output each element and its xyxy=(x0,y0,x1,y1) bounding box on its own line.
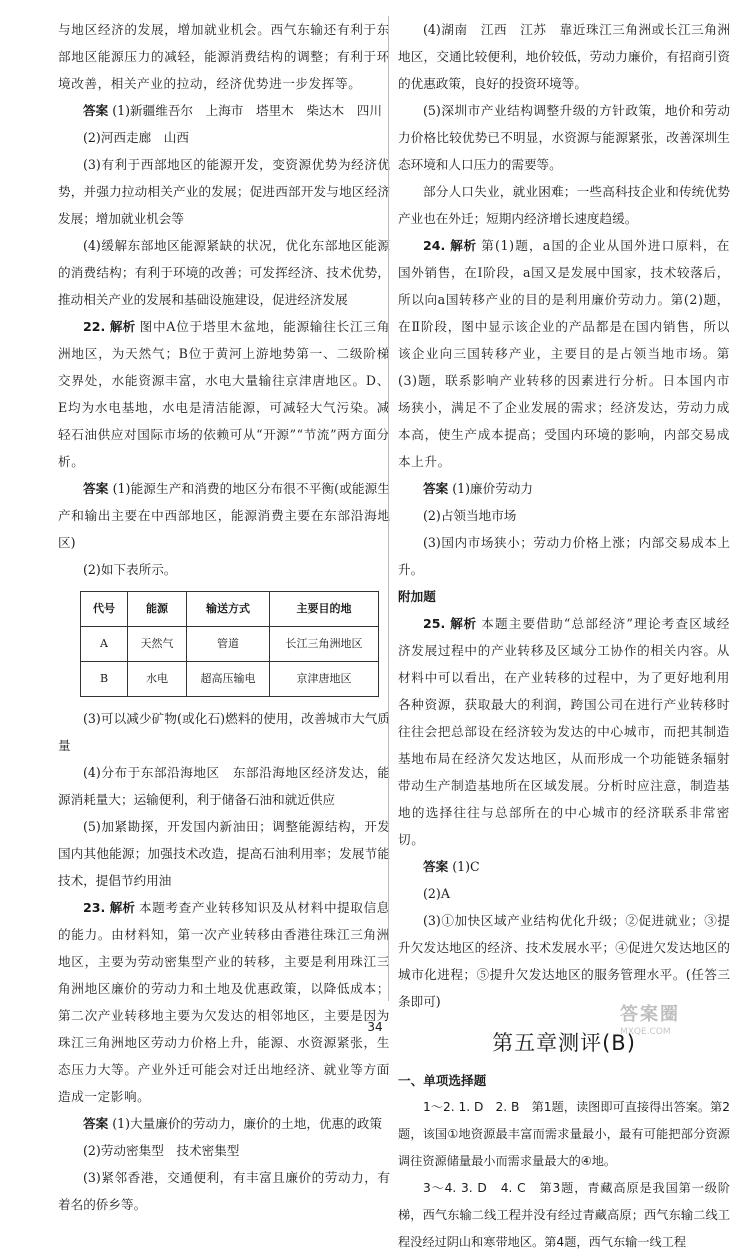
paragraph-continued: 与地区经济的发展，增加就业机会。西气东输还有利于东部地区能源压力的减轻，能源消费结构的调整；有利于环境改善，相关产业的拉动，经济优势进一步发挥等。 xyxy=(58,22,390,91)
analysis-25-text: 本题主要借助“总部经济”理论考查区域经济发展过程中的产业转移及区域分工协作的相关内容。从材料中可以看出，在产业转移的过程中，为了更好地利用各种资源，获取最大的利润，跨国公司在进行产业转移时往往会把总部设在经济较为发达的中心城市，而把其制造基地布局在经济欠发达地区，从而形成一个功能链条辐射带动生产制造基地所在区域发展。分析时应注意，制造基地的选择往往与总部所在的中心城市的经济联系非常密切。 xyxy=(398,616,730,847)
answer-23-6: 部分人口失业，就业困难；一些高科技企业和传统优势产业也在外迁；短期内经济增长速度趋缓。 xyxy=(398,184,730,226)
answer-21-2: (2)河西走廊 山西 xyxy=(83,130,189,145)
table-header: 输送方式 xyxy=(187,592,270,627)
table-header-row xyxy=(81,592,379,627)
answer-21-4: (4)缓解东部地区能源紧缺的状况，优化东部地区能源的消费结构；有利于环境的改善；可发挥经济、技术优势，推动相关产业的发展和基础设施建设，促进经济发展 xyxy=(58,238,390,307)
watermark-sub: MXQE.COM xyxy=(620,1027,671,1037)
answer-22-4: (4)分布于东部沿海地区 东部沿海地区经济发达，能源消耗量大；运输便利，利于储备石油和就近供应 xyxy=(58,765,390,807)
left-column xyxy=(58,16,390,1218)
answer-25 xyxy=(398,853,730,880)
answer-22-3: (3)可以减少矿物(或化石)燃料的使用，改善城市大气质量 xyxy=(58,711,390,753)
table-cell: 超高压输电 xyxy=(187,662,270,697)
analysis-25-label: 25. 解析 xyxy=(423,616,477,631)
answer-label: 答案 xyxy=(83,103,109,118)
answer-23-3: (3)紧邻香港，交通便利，有丰富且廉价的劳动力，有着名的侨乡等。 xyxy=(58,1170,390,1212)
table-cell: A xyxy=(81,627,128,662)
mc-answer-1-2: 1～2. 1. D 2. B 第1题，读图即可直接得出答案。第2题，该国①地资源最丰富而需求量最小，最有可能把部分资源调往资源储量最小而需求量最大的④地。 xyxy=(398,1100,730,1168)
table-cell: 京津唐地区 xyxy=(270,662,379,697)
answer-25-3: (3)①加快区域产业结构优化升级；②促进就业；③提升欠发达地区的经济、技术发展水平；④促进欠发达地区的城市化进程；⑤提升欠发达地区的服务管理水平。(任答三条即可) xyxy=(398,913,730,1009)
analysis-22 xyxy=(58,313,390,475)
extra-questions-title: 附加题 xyxy=(398,589,436,604)
answer-25-1: (1)C xyxy=(452,859,480,874)
answer-22-1: (1)能源生产和消费的地区分布很不平衡(或能源生产和输出主要在中西部地区，能源消费主要在东部沿海地区) xyxy=(58,481,390,550)
analysis-24-label: 24. 解析 xyxy=(423,238,477,253)
answer-21-3: (3)有利于西部地区的能源开发，变资源优势为经济优势，并强力拉动相关产业的发展；促进西部开发与地区经济发展；增加就业机会等 xyxy=(58,157,390,226)
right-column xyxy=(398,16,730,1256)
answer-24 xyxy=(398,475,730,502)
analysis-23-label: 23. 解析 xyxy=(83,900,135,915)
analysis-22-text: 图中A位于塔里木盆地，能源输往长江三角洲地区，为天然气；B位于黄河上游地势第一、二级阶梯交界处，水能资源丰富，水电大量输往京津唐地区。D、E均为水电基地，水电是清洁能源，可减轻大气污染。减轻石油供应对国际市场的依赖可从“开源”“节流”两方面分析。 xyxy=(58,319,390,469)
watermark-logo xyxy=(620,1004,740,1054)
analysis-24-text: 第(1)题，a国的企业从国外进口原料，在国外销售，在Ⅰ阶段，a国又是发展中国家，技术较落后，所以向a国转移产业的目的是利用廉价劳动力。第(2)题，在Ⅱ阶段，图中显示该企业的产品都是在国内销售，所以该企业向三国转移产业，主要目的是占领当地市场。第(3)题，联系影响产业转移的因素进行分析。日本国内市场狭小，满足不了企业发展的需求；经济发达，劳动力成本高，使生产成本提高；受国内环境的影响，内部交易成本上升。 xyxy=(398,238,730,469)
answer-23-1: (1)大量廉价的劳动力，廉价的土地，优惠的政策 xyxy=(112,1116,382,1131)
answer-25-2: (2)A xyxy=(423,886,450,901)
table-cell: 管道 xyxy=(187,627,270,662)
table-header: 代号 xyxy=(81,592,128,627)
answer-22-5: (5)加紧勘探，开发国内新油田；调整能源结构，开发国内其他能源；加强技术改造，提高石油利用率；发展节能技术，提倡节约用油 xyxy=(58,819,390,888)
mc-answer-3-4: 3～4. 3. D 4. C 第3题，青藏高原是我国第一级阶梯，西气东输二线工程并没有经过青藏高原；西气东输二线工程没经过阴山和寒带地区。第4题，西气东输一线工程 xyxy=(398,1181,730,1249)
energy-table xyxy=(80,591,379,697)
analysis-24 xyxy=(398,232,730,475)
analysis-23-text: 本题考查产业转移知识及从材料中提取信息的能力。由材料知，第一次产业转移由香港往珠江三角洲地区，主要为劳动密集型产业的转移，主要是利用珠江三角洲地区廉价的劳动力和土地及优惠政策，以降低成本；第二次产业转移地主要为欠发达的相邻地区，主要是因为珠江三角洲地区劳动力价格上升，能源、水资源紧张，生态压力大等。产业外迁可能会对迁出地经济、就业等方面造成一定影响。 xyxy=(58,900,390,1104)
section-heading: 一、单项选择题 xyxy=(398,1073,487,1088)
table-cell: 天然气 xyxy=(128,627,187,662)
answer-21-1: (1)新疆维吾尔 上海市 塔里木 柴达木 四川 xyxy=(112,103,382,118)
analysis-25 xyxy=(398,610,730,853)
table-row xyxy=(81,662,379,697)
answer-23-4: (4)湖南 江西 江苏 靠近珠江三角洲或长江三角洲地区，交通比较便利，地价较低，劳动力廉价，有招商引资的优惠政策，良好的投资环境等。 xyxy=(398,22,730,91)
table-header: 能源 xyxy=(128,592,187,627)
answer-label: 答案 xyxy=(83,481,109,496)
table-row xyxy=(81,627,379,662)
chapter-heading: 第五章测评(B) xyxy=(492,1031,636,1055)
answer-23-5: (5)深圳市产业结构调整升级的方针政策，地价和劳动力价格比较优势已不明显，水资源与能源紧张，改善深圳生态环境和人口压力的需要等。 xyxy=(398,103,730,172)
table-header: 主要目的地 xyxy=(270,592,379,627)
page-number: 34 xyxy=(367,1020,383,1034)
answer-24-1: (1)廉价劳动力 xyxy=(452,481,534,496)
table-cell: B xyxy=(81,662,128,697)
answer-21 xyxy=(58,97,390,124)
answer-22 xyxy=(58,475,390,556)
watermark-main: 答案圈 xyxy=(620,1004,680,1025)
answer-24-2: (2)占领当地市场 xyxy=(423,508,517,523)
answer-label: 答案 xyxy=(423,859,449,874)
answer-23 xyxy=(58,1110,390,1137)
answer-22-2: (2)如下表所示。 xyxy=(83,562,177,577)
answer-label: 答案 xyxy=(83,1116,109,1131)
table-cell: 长江三角洲地区 xyxy=(270,627,379,662)
analysis-23 xyxy=(58,894,390,1110)
analysis-22-label: 22. 解析 xyxy=(83,319,136,334)
table-cell: 水电 xyxy=(128,662,187,697)
answer-label: 答案 xyxy=(423,481,449,496)
answer-24-3: (3)国内市场狭小；劳动力价格上涨；内部交易成本上升。 xyxy=(398,535,730,577)
answer-23-2: (2)劳动密集型 技术密集型 xyxy=(83,1143,240,1158)
